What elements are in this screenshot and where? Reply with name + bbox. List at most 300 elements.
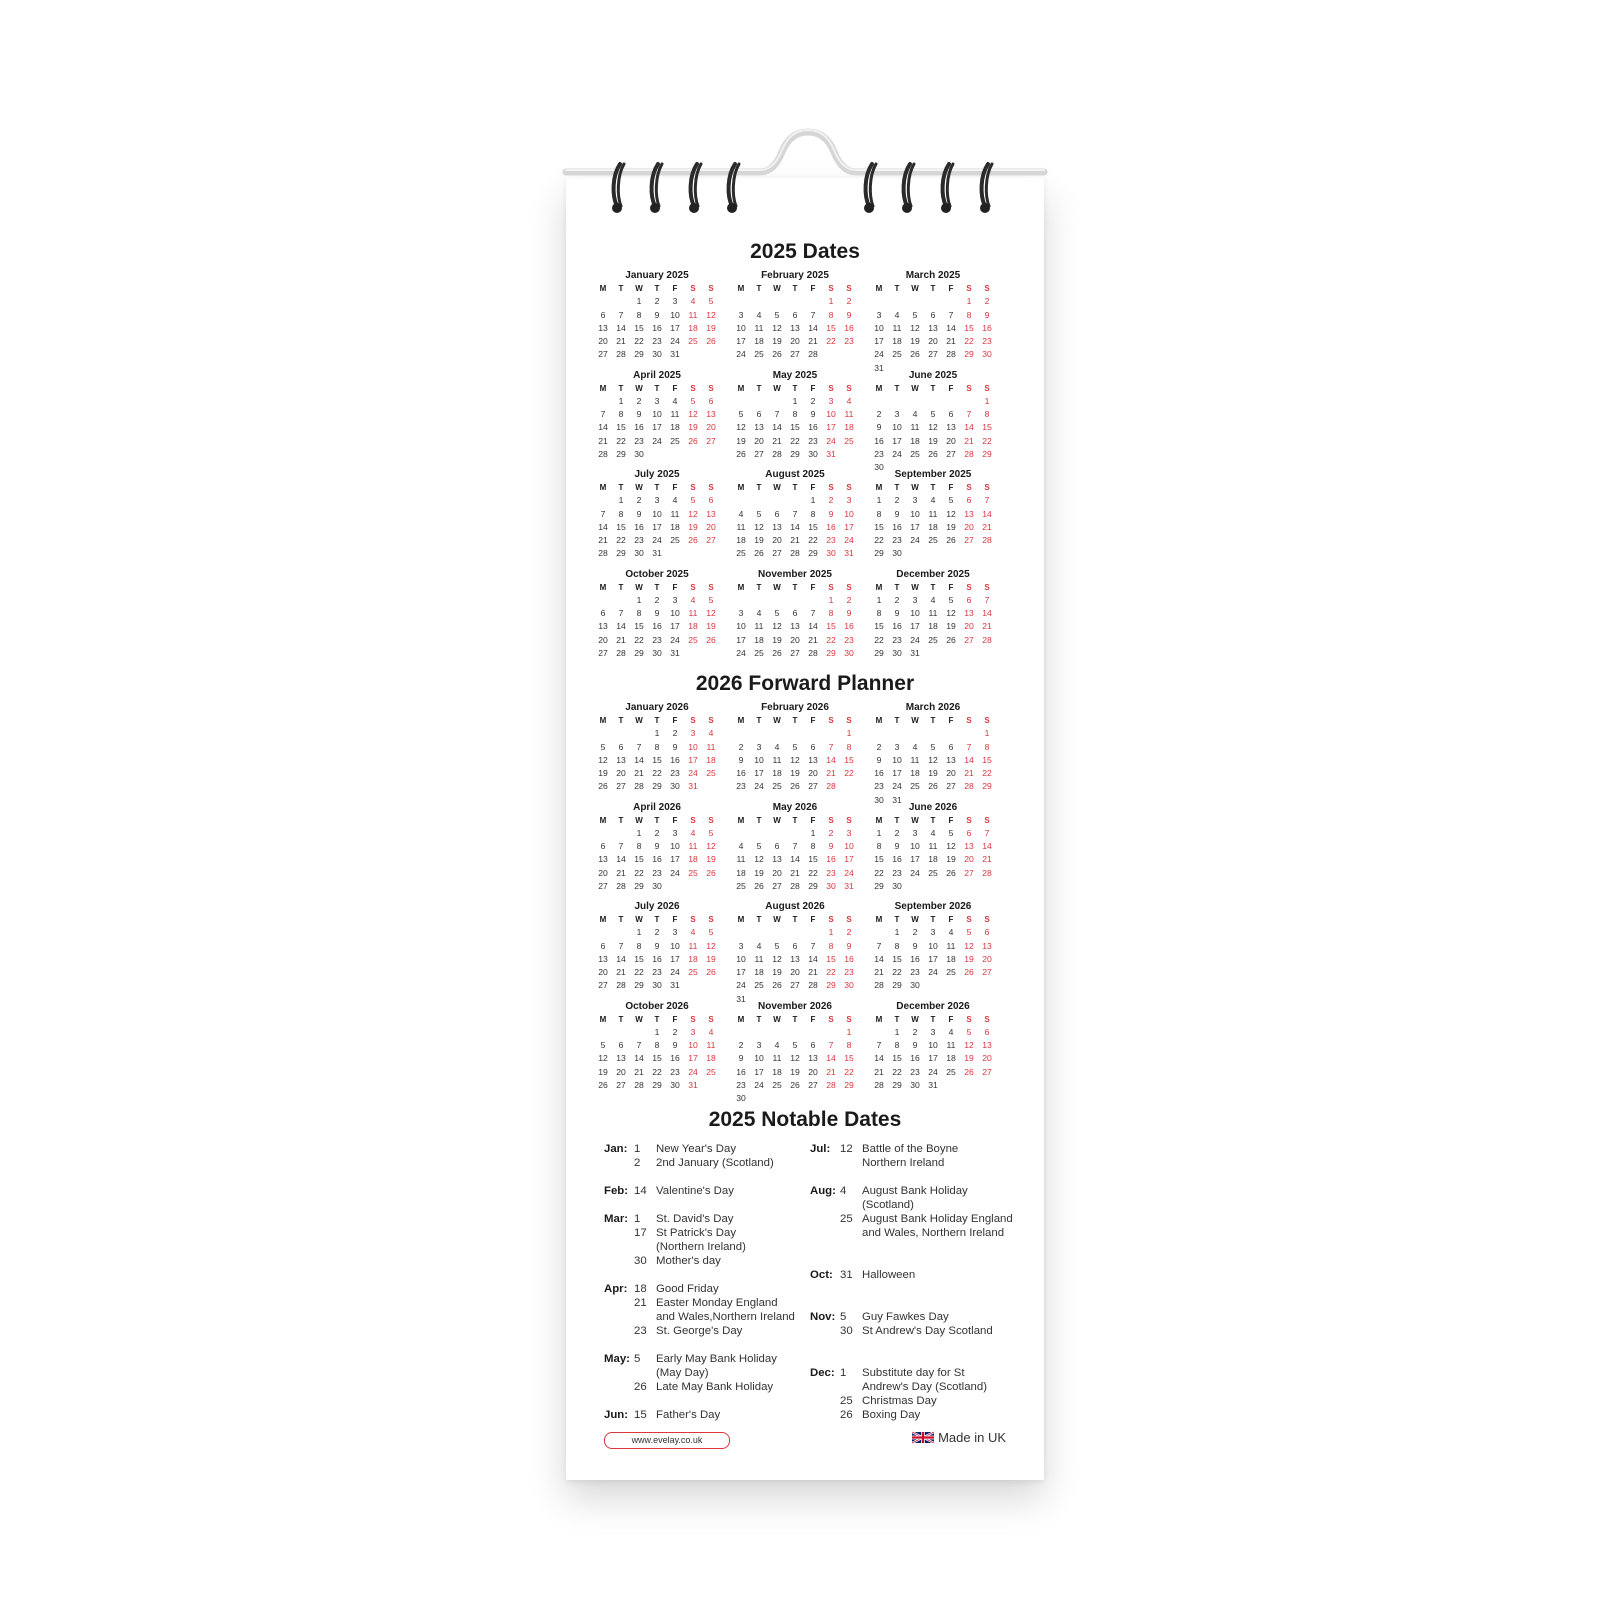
website-link[interactable]: www.evelay.co.uk	[604, 1432, 730, 1449]
day-cell: 9	[738, 1053, 744, 1064]
day-cell: 1	[618, 495, 624, 506]
weekday-header: F	[810, 383, 816, 393]
day-cell: 14	[616, 621, 626, 632]
day-cell: 8	[894, 1040, 900, 1051]
day-cell: 25	[928, 867, 938, 878]
day-cell: 2	[828, 827, 834, 838]
weekday-header: S	[984, 383, 990, 393]
day-cell: 10	[928, 940, 938, 951]
day-cell: 4	[738, 841, 744, 852]
day-cell: 27	[808, 1079, 818, 1090]
day-cell: 24	[910, 867, 920, 878]
day-cell: 21	[790, 867, 800, 878]
empty-cell	[630, 1026, 648, 1039]
empty-cell	[942, 395, 960, 408]
empty-cell	[750, 727, 768, 740]
day-cell: 10	[736, 621, 746, 632]
month-title: December 2026	[896, 1000, 970, 1012]
day-cell: 25	[928, 535, 938, 546]
month-title: October 2026	[625, 1000, 689, 1012]
day-cell: 19	[772, 336, 782, 347]
weekday-header: S	[708, 383, 714, 393]
empty-cell	[924, 395, 942, 408]
notable-event-line: (Scotland)	[862, 1199, 914, 1211]
notable-event	[862, 1324, 1020, 1338]
weekday-header: M	[737, 815, 745, 825]
day-cell: 17	[826, 422, 836, 433]
day-cell: 12	[790, 754, 800, 765]
day-cell: 25	[754, 980, 764, 991]
empty-cell	[942, 727, 960, 740]
day-cell: 1	[654, 728, 660, 739]
day-cell: 22	[826, 967, 836, 978]
weekday-header: T	[756, 716, 762, 725]
day-cell: 11	[736, 854, 746, 865]
day-cell: 18	[688, 854, 698, 865]
day-cell: 28	[616, 880, 626, 891]
day-cell: 5	[756, 508, 762, 519]
day-cell: 23	[844, 967, 854, 978]
day-cell: 21	[634, 768, 644, 779]
day-cell: 25	[688, 867, 698, 878]
day-cell: 5	[774, 309, 780, 320]
day-cell: 11	[892, 322, 902, 333]
weekday-header: S	[690, 1014, 696, 1024]
weekday-header: S	[966, 815, 972, 825]
day-cell: 31	[736, 993, 746, 1004]
day-cell: 20	[598, 867, 608, 878]
day-cell: 28	[982, 634, 992, 645]
planner-2026-title: 2026 Forward Planner	[695, 672, 915, 695]
day-cell: 4	[912, 741, 918, 752]
day-cell: 31	[826, 448, 836, 459]
day-cell: 29	[634, 980, 644, 991]
day-cell: 2	[654, 296, 660, 307]
notable-event-line: Guy Fawkes Day	[862, 1311, 949, 1323]
day-cell: 5	[930, 741, 936, 752]
day-cell: 1	[966, 296, 972, 307]
month-title: March 2025	[905, 270, 961, 281]
day-cell: 7	[984, 827, 990, 838]
month-calendar	[870, 568, 996, 661]
day-cell: 11	[772, 754, 782, 765]
month-calendar	[732, 269, 858, 362]
notable-event	[656, 1296, 814, 1324]
weekday-header: F	[948, 284, 954, 293]
day-cell: 5	[966, 1026, 972, 1037]
day-cell: 20	[790, 967, 800, 978]
day-grid	[870, 913, 996, 993]
day-cell: 17	[670, 621, 680, 632]
day-cell: 15	[874, 621, 884, 632]
weekday-header: S	[690, 284, 696, 293]
day-cell: 18	[928, 854, 938, 865]
day-cell: 29	[844, 1079, 854, 1090]
day-cell: 20	[598, 967, 608, 978]
day-cell: 24	[826, 435, 836, 446]
weekday-header: F	[672, 815, 678, 825]
day-cell: 3	[654, 495, 660, 506]
day-cell: 8	[636, 841, 642, 852]
month-calendar	[870, 801, 996, 894]
day-cell: 14	[982, 841, 992, 852]
day-cell: 4	[894, 309, 900, 320]
month-calendar	[732, 701, 858, 794]
day-cell: 4	[672, 495, 678, 506]
day-cell: 27	[616, 1079, 626, 1090]
day-cell: 3	[846, 827, 852, 838]
day-cell: 19	[772, 634, 782, 645]
weekday-header: S	[708, 582, 714, 592]
day-cell: 27	[790, 980, 800, 991]
day-grid	[732, 481, 858, 561]
day-cell: 28	[616, 349, 626, 360]
day-cell: 13	[808, 1053, 818, 1064]
day-cell: 5	[948, 827, 954, 838]
day-cell: 30	[652, 880, 662, 891]
day-cell: 16	[670, 1053, 680, 1064]
notable-day: 21	[634, 1297, 647, 1309]
day-cell: 30	[844, 980, 854, 991]
day-cell: 15	[652, 754, 662, 765]
day-cell: 16	[652, 621, 662, 632]
weekday-header: F	[948, 383, 954, 393]
day-cell: 23	[892, 535, 902, 546]
weekday-header: T	[930, 1014, 936, 1024]
day-cell: 16	[736, 768, 746, 779]
day-cell: 23	[670, 1066, 680, 1077]
empty-cell	[732, 1026, 750, 1039]
day-cell: 11	[670, 409, 680, 420]
day-cell: 9	[876, 422, 882, 433]
day-cell: 21	[790, 535, 800, 546]
weekday-header: T	[756, 815, 762, 825]
day-cell: 1	[792, 395, 798, 406]
day-cell: 30	[670, 1079, 680, 1090]
weekday-header: T	[618, 582, 624, 592]
day-cell: 5	[708, 296, 714, 307]
day-cell: 22	[616, 535, 626, 546]
weekday-header: T	[618, 915, 624, 924]
day-cell: 21	[598, 435, 608, 446]
day-cell: 4	[774, 1040, 780, 1051]
empty-cell	[924, 295, 942, 308]
day-cell: 19	[754, 535, 764, 546]
notable-event-line: (May Day)	[656, 1367, 709, 1379]
day-cell: 7	[618, 841, 624, 852]
day-cell: 20	[706, 422, 716, 433]
day-cell: 27	[598, 980, 608, 991]
day-cell: 7	[984, 594, 990, 605]
weekday-header: M	[737, 483, 745, 492]
month-calendar	[594, 900, 720, 993]
day-cell: 11	[706, 1040, 716, 1051]
weekday-header: F	[672, 1014, 678, 1024]
day-cell: 23	[844, 336, 854, 347]
day-cell: 9	[654, 608, 660, 619]
empty-cell	[612, 295, 630, 308]
day-cell: 23	[736, 1079, 746, 1090]
month-title: August 2026	[765, 901, 825, 912]
day-cell: 5	[738, 409, 744, 420]
weekday-header: F	[672, 915, 678, 924]
day-cell: 14	[808, 953, 818, 964]
day-cell: 24	[736, 647, 746, 658]
day-cell: 15	[634, 322, 644, 333]
day-cell: 9	[846, 309, 852, 320]
day-cell: 1	[828, 927, 834, 938]
day-cell: 16	[808, 422, 818, 433]
day-cell: 19	[964, 1053, 974, 1064]
empty-cell	[804, 727, 822, 740]
day-cell: 13	[598, 953, 608, 964]
day-cell: 9	[672, 741, 678, 752]
day-cell: 6	[600, 608, 606, 619]
weekday-header: M	[737, 383, 745, 393]
day-cell: 10	[652, 508, 662, 519]
weekday-header: M	[875, 284, 883, 293]
weekday-header: S	[966, 915, 972, 924]
empty-cell	[612, 1026, 630, 1039]
day-cell: 6	[984, 927, 990, 938]
weekday-header: T	[792, 1014, 798, 1024]
day-cell: 14	[982, 508, 992, 519]
day-grid	[870, 814, 996, 894]
day-cell: 29	[616, 548, 626, 559]
notable-event	[656, 1142, 814, 1156]
notable-month-label: May:	[604, 1353, 630, 1365]
day-cell: 19	[910, 336, 920, 347]
day-cell: 24	[754, 1079, 764, 1090]
day-grid	[594, 1013, 720, 1093]
weekday-header: T	[792, 383, 798, 393]
day-cell: 5	[600, 1040, 606, 1051]
weekday-header: F	[948, 1014, 954, 1024]
day-cell: 20	[772, 535, 782, 546]
day-cell: 25	[706, 768, 716, 779]
day-cell: 6	[966, 594, 972, 605]
day-cell: 15	[826, 322, 836, 333]
weekday-header: T	[654, 1014, 660, 1024]
notable-month-label: Jan:	[604, 1143, 628, 1155]
day-cell: 17	[874, 336, 884, 347]
day-cell: 30	[910, 980, 920, 991]
weekday-header: T	[618, 815, 624, 825]
weekday-header: F	[810, 1014, 816, 1024]
day-cell: 19	[598, 768, 608, 779]
notable-day: 1	[634, 1213, 641, 1225]
day-cell: 15	[874, 854, 884, 865]
day-cell: 15	[616, 422, 626, 433]
day-cell: 21	[634, 1066, 644, 1077]
day-cell: 8	[846, 1040, 852, 1051]
day-cell: 15	[826, 621, 836, 632]
day-cell: 31	[892, 794, 902, 805]
day-cell: 14	[964, 422, 974, 433]
day-cell: 18	[706, 754, 716, 765]
day-cell: 1	[846, 728, 852, 739]
weekday-header: T	[930, 716, 936, 725]
weekday-header: S	[708, 815, 714, 825]
day-cell: 5	[708, 594, 714, 605]
day-cell: 27	[706, 435, 716, 446]
day-cell: 26	[946, 634, 956, 645]
day-cell: 30	[910, 1079, 920, 1090]
day-cell: 22	[982, 768, 992, 779]
notable-event	[656, 1352, 814, 1380]
month-calendar	[732, 1000, 858, 1106]
day-grid	[870, 382, 996, 475]
day-cell: 12	[706, 309, 716, 320]
day-cell: 30	[844, 647, 854, 658]
day-cell: 11	[670, 508, 680, 519]
empty-cell	[870, 395, 888, 408]
day-cell: 16	[652, 953, 662, 964]
weekday-header: F	[672, 716, 678, 725]
notable-day: 12	[840, 1143, 853, 1155]
day-cell: 17	[688, 754, 698, 765]
weekday-header: F	[672, 582, 678, 592]
weekday-header: S	[846, 915, 852, 924]
day-cell: 23	[892, 867, 902, 878]
day-cell: 20	[616, 1066, 626, 1077]
day-cell: 2	[846, 594, 852, 605]
empty-cell	[804, 594, 822, 607]
day-cell: 24	[874, 349, 884, 360]
day-cell: 14	[808, 322, 818, 333]
day-cell: 14	[616, 854, 626, 865]
day-cell: 7	[948, 309, 954, 320]
day-cell: 18	[688, 322, 698, 333]
weekday-header: M	[875, 483, 883, 492]
day-cell: 10	[754, 1053, 764, 1064]
day-cell: 12	[754, 854, 764, 865]
day-cell: 28	[790, 548, 800, 559]
day-cell: 8	[984, 409, 990, 420]
day-cell: 11	[688, 841, 698, 852]
day-cell: 12	[598, 1053, 608, 1064]
day-cell: 31	[928, 1079, 938, 1090]
weekday-header: F	[948, 582, 954, 592]
day-cell: 1	[894, 927, 900, 938]
notable-event	[656, 1282, 814, 1296]
day-cell: 7	[600, 409, 606, 420]
day-cell: 7	[810, 309, 816, 320]
day-cell: 2	[672, 728, 678, 739]
day-cell: 3	[756, 1040, 762, 1051]
day-cell: 18	[946, 953, 956, 964]
day-cell: 9	[636, 508, 642, 519]
day-cell: 1	[636, 827, 642, 838]
month-title: November 2026	[758, 1000, 832, 1012]
day-cell: 29	[652, 1079, 662, 1090]
day-cell: 16	[826, 521, 836, 532]
day-cell: 29	[982, 781, 992, 792]
weekday-header: S	[846, 383, 852, 393]
notable-event	[656, 1254, 814, 1268]
day-cell: 8	[618, 508, 624, 519]
day-cell: 25	[688, 967, 698, 978]
day-cell: 26	[946, 535, 956, 546]
day-cell: 20	[982, 1053, 992, 1064]
day-cell: 3	[738, 608, 744, 619]
notable-month-block	[810, 1142, 1020, 1170]
empty-cell	[888, 727, 906, 740]
day-cell: 31	[844, 548, 854, 559]
day-cell: 8	[636, 940, 642, 951]
month-title: July 2026	[634, 901, 680, 912]
empty-cell	[732, 827, 750, 840]
day-cell: 9	[984, 309, 990, 320]
notable-event-line: Father's Day	[656, 1409, 721, 1421]
day-cell: 11	[844, 409, 854, 420]
day-cell: 11	[928, 508, 938, 519]
notable-month-label: Nov:	[810, 1311, 836, 1323]
notable-event-line: St Patrick's Day	[656, 1227, 737, 1239]
empty-cell	[768, 926, 786, 939]
weekday-header: T	[756, 582, 762, 592]
day-cell: 19	[790, 1066, 800, 1077]
notable-event-line: August Bank Holiday England	[862, 1213, 1013, 1225]
day-cell: 10	[844, 841, 854, 852]
day-cell: 30	[874, 794, 884, 805]
empty-cell	[594, 295, 612, 308]
day-cell: 20	[772, 867, 782, 878]
day-cell: 7	[966, 409, 972, 420]
day-grid	[870, 481, 996, 561]
day-cell: 14	[982, 608, 992, 619]
day-cell: 17	[652, 521, 662, 532]
weekday-header: T	[654, 284, 660, 293]
weekday-header: T	[792, 582, 798, 592]
day-cell: 15	[892, 953, 902, 964]
month-calendar	[594, 369, 720, 462]
month-calendar	[732, 900, 858, 1006]
made-in-label: Made in UK	[938, 1430, 1006, 1445]
day-cell: 4	[948, 1026, 954, 1037]
weekday-header: M	[599, 1014, 607, 1024]
day-cell: 22	[892, 1066, 902, 1077]
weekday-header: T	[654, 582, 660, 592]
day-grid	[594, 581, 720, 661]
day-cell: 27	[964, 867, 974, 878]
day-cell: 17	[688, 1053, 698, 1064]
day-cell: 21	[616, 336, 626, 347]
day-cell: 14	[946, 322, 956, 333]
day-cell: 4	[708, 728, 714, 739]
day-cell: 21	[616, 867, 626, 878]
day-grid	[594, 714, 720, 794]
day-cell: 6	[708, 495, 714, 506]
day-cell: 30	[634, 548, 644, 559]
notable-day: 30	[634, 1255, 647, 1267]
day-cell: 30	[634, 448, 644, 459]
day-cell: 31	[652, 548, 662, 559]
day-cell: 18	[670, 422, 680, 433]
empty-cell	[768, 827, 786, 840]
day-cell: 27	[946, 448, 956, 459]
weekday-header: S	[690, 483, 696, 492]
day-cell: 29	[808, 548, 818, 559]
empty-cell	[804, 1026, 822, 1039]
day-cell: 15	[808, 854, 818, 865]
day-cell: 24	[892, 448, 902, 459]
day-cell: 8	[876, 841, 882, 852]
weekday-header: T	[618, 1014, 624, 1024]
day-cell: 17	[928, 953, 938, 964]
empty-cell	[612, 827, 630, 840]
month-calendar	[732, 801, 858, 894]
